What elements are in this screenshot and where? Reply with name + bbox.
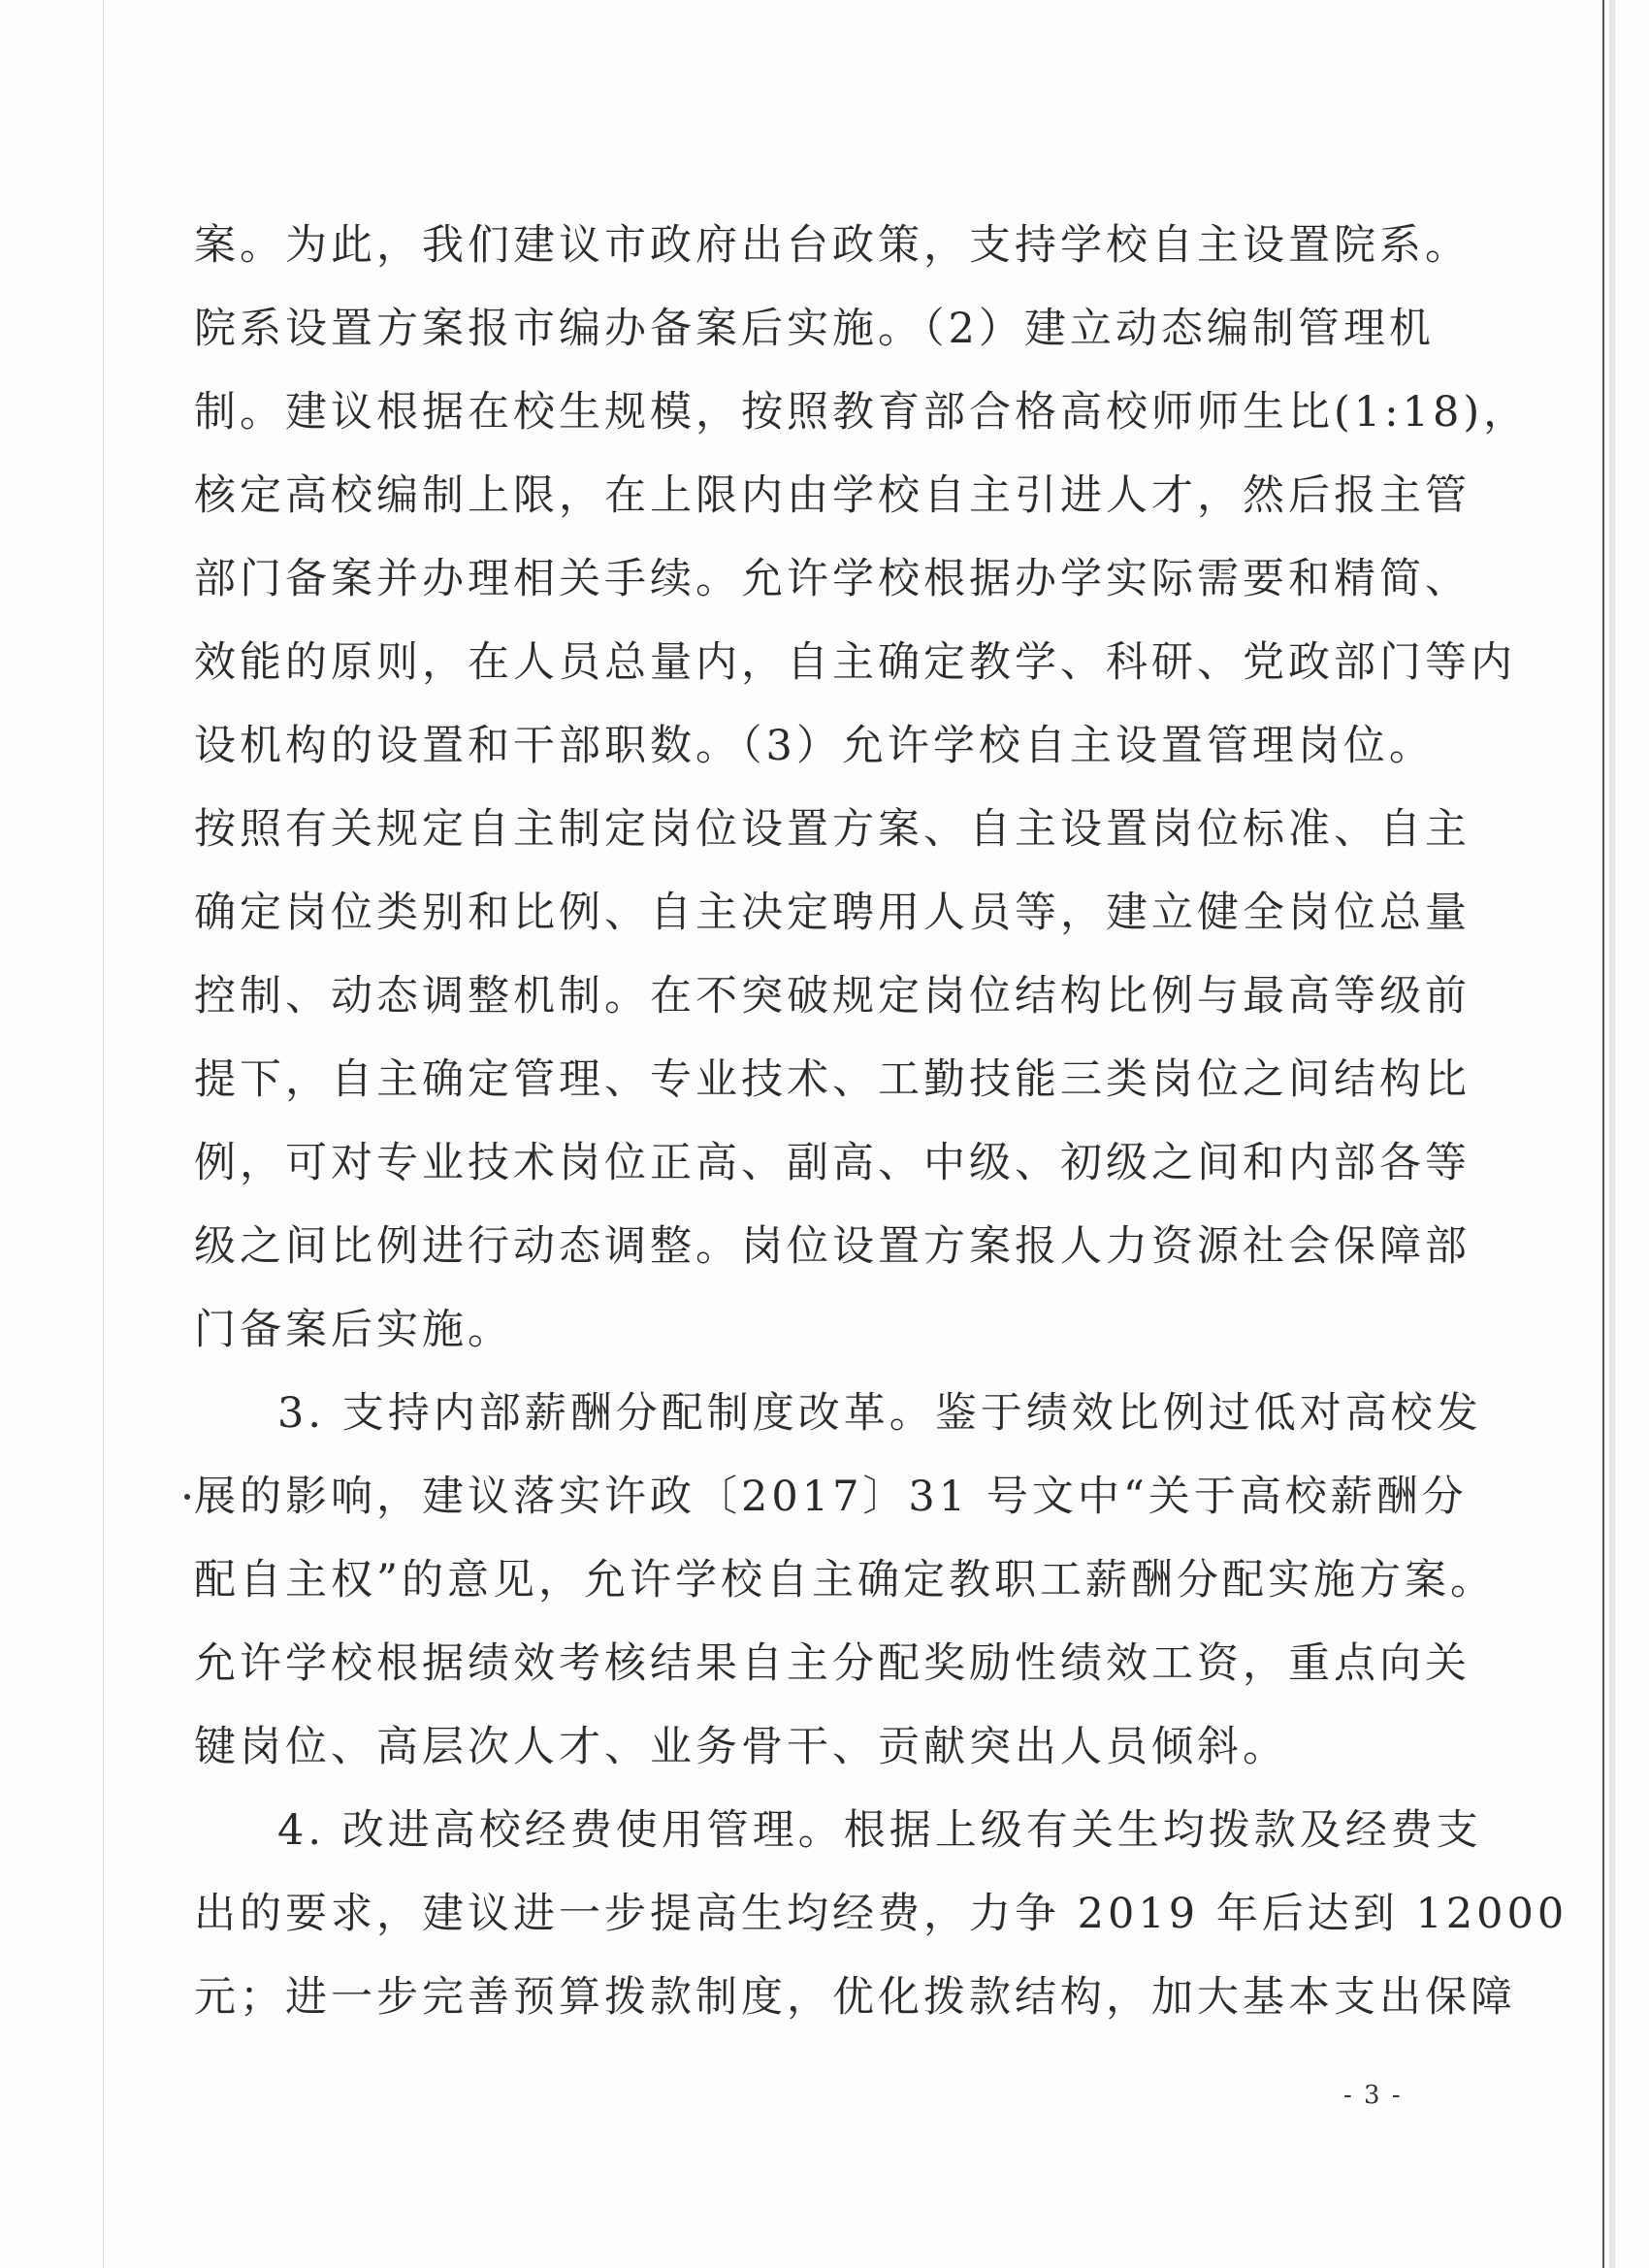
scan-left-shadow: [103, 0, 104, 2268]
page-number: - 3 -: [1343, 2081, 1403, 2110]
text-line: 效能的原则，在人员总量内，自主确定教学、科研、党政部门等内: [194, 638, 1516, 687]
text-line: 级之间比例进行动态调整。岗位设置方案报人力资源社会保障部: [194, 1222, 1471, 1271]
text-line: 允许学校根据绩效考核结果自主分配奖励性绩效工资，重点向关: [194, 1639, 1471, 1688]
text-line: 案。为此，我们建议市政府出台政策，支持学校自主设置院系。: [194, 221, 1471, 270]
text-line: 确定岗位类别和比例、自主决定聘用人员等，建立健全岗位总量: [194, 889, 1471, 937]
text-line: 院系设置方案报市编办备案后实施。（2）建立动态编制管理机: [194, 305, 1435, 353]
text-line: 按照有关规定自主制定岗位设置方案、自主设置岗位标准、自主: [194, 805, 1471, 854]
paragraph-heading-3: 3. 支持内部薪酬分配制度改革。鉴于绩效比例过低对高校发: [277, 1389, 1482, 1438]
text-line: 部门备案并办理相关手续。允许学校根据办学实际需要和精简、: [194, 555, 1471, 603]
text-line: 控制、动态调整机制。在不突破规定岗位结构比例与最高等级前: [194, 972, 1471, 1021]
text-line: 提下，自主确定管理、专业技术、工勤技能三类岗位之间结构比: [194, 1055, 1471, 1104]
text-line: 配自主权”的意见，允许学校自主确定教职工薪酬分配实施方案。: [194, 1556, 1496, 1604]
text-line: 核定高校编制上限，在上限内由学校自主引进人才，然后报主管: [194, 471, 1471, 520]
text-line: 门备案后实施。: [194, 1306, 513, 1354]
text-line: 设机构的设置和干部职数。（3）允许学校自主设置管理岗位。: [194, 722, 1435, 770]
text-line: 键岗位、高层次人才、业务骨干、贡献突出人员倾斜。: [194, 1723, 1288, 1771]
scan-right-edge: [1602, 0, 1604, 2268]
text-line: 制。建议根据在校生规模，按照教育部合格高校师师生比(1:18)，: [194, 388, 1530, 437]
text-line: 出的要求，建议进一步提高生均经费，力争 2019 年后达到 12000: [194, 1890, 1568, 1938]
scan-right-margin: [1609, 0, 1615, 2268]
body-text: [194, 204, 1568, 2039]
text-line: 例，可对专业技术岗位正高、副高、中级、初级之间和内部各等: [194, 1139, 1471, 1187]
scan-speck: [184, 1494, 190, 1500]
text-line: 元；进一步完善预算拨款制度，优化拨款结构，加大基本支出保障: [194, 1973, 1516, 2022]
paragraph-heading-4: 4. 改进高校经费使用管理。根据上级有关生均拨款及经费支: [277, 1806, 1482, 1855]
text-line: 展的影响，建议落实许政〔2017〕31 号文中“关于高校薪酬分: [194, 1473, 1468, 1521]
